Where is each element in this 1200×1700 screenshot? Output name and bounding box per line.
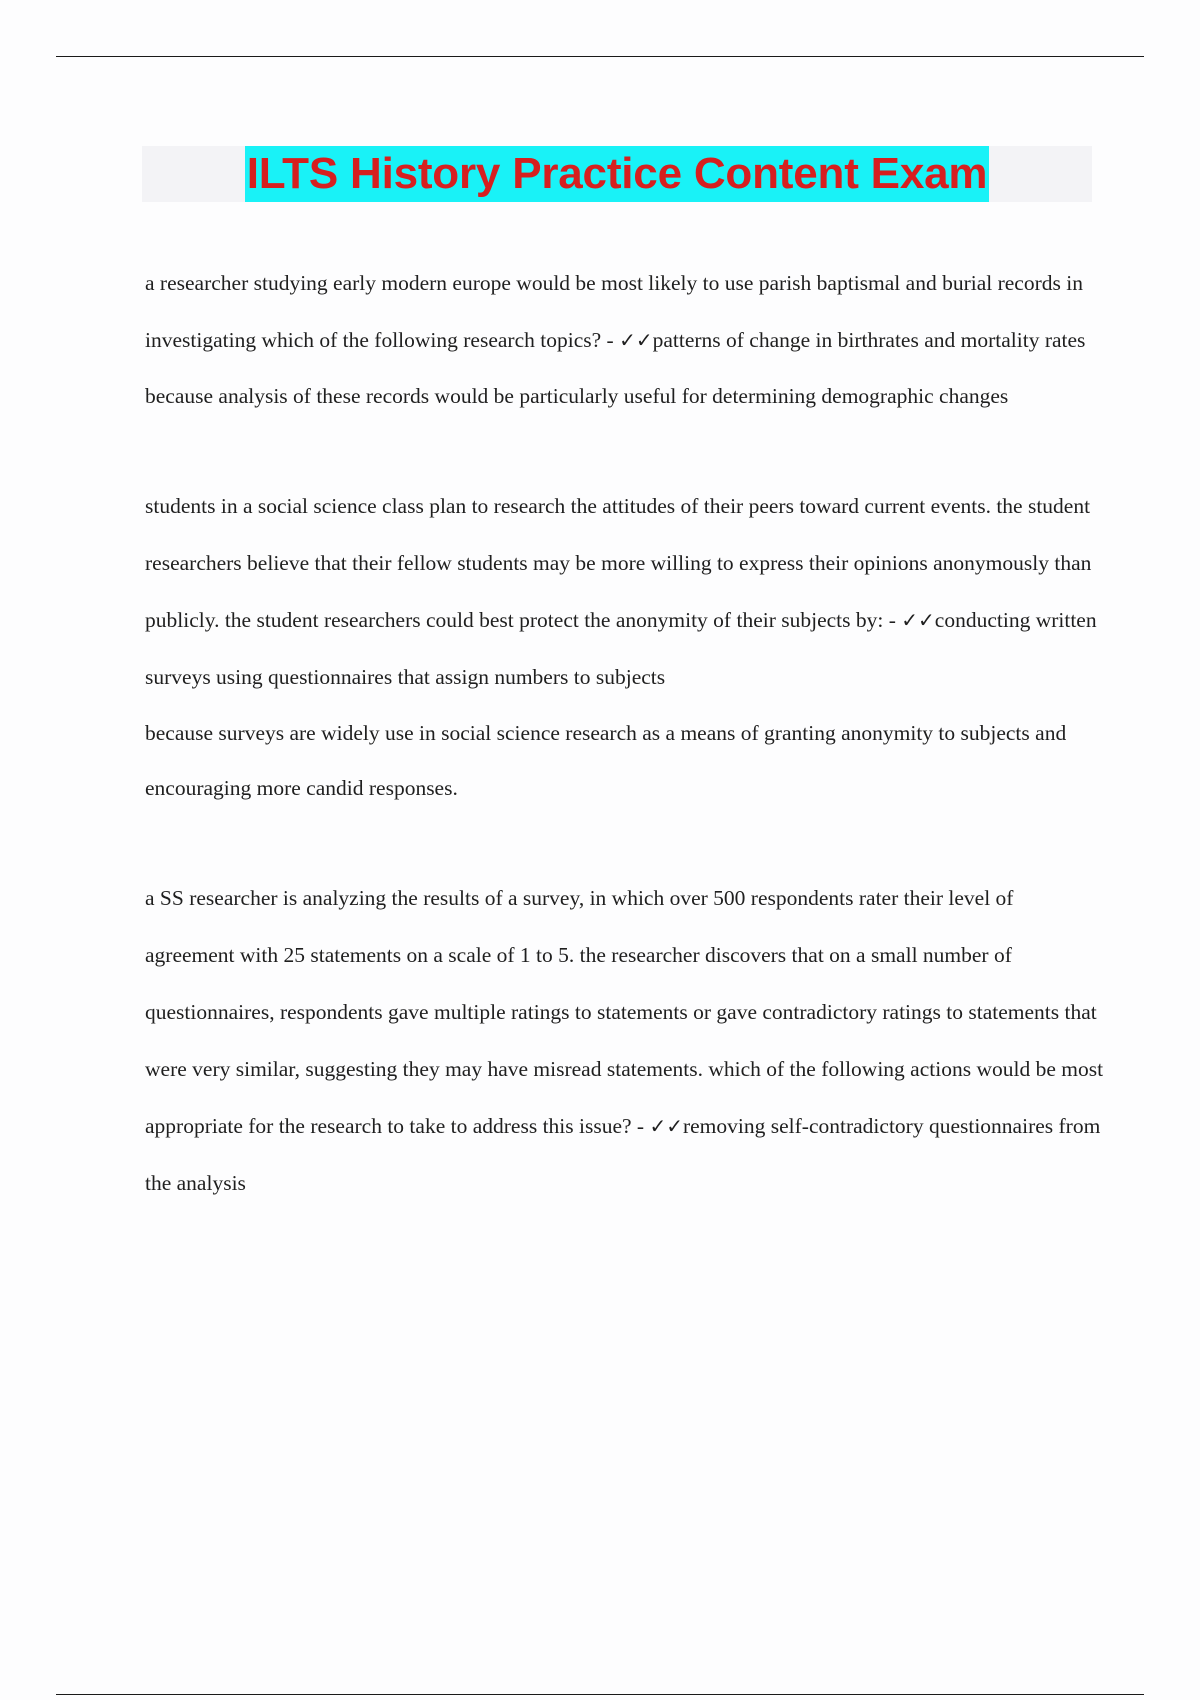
header-divider [56,56,1144,57]
answer-text: patterns of change in birthrates and mortality rates [652,328,1086,352]
double-check-icon: ✓✓ [649,1114,683,1138]
double-check-icon: ✓✓ [901,608,935,632]
qa-item [145,478,1105,816]
question-text: a researcher studying early modern europe would be most likely to use parish baptismal and burial records in investigating which of the following research topics? - ✓✓patterns of change in birthrates and mortality rates [145,271,1086,352]
qa-item [145,255,1105,424]
answer-text: removing self-contradictory questionnaires from the analysis [145,1114,1101,1195]
title-band [142,146,1092,202]
question-text: a SS researcher is analyzing the results of a survey, in which over 500 respondents rater their level of agreement with 25 statements on a scale of 1 to 5. the researcher discovers that on a small number of questionnaires, respondents gave multiple ratings to statements or gave contradictory ratings to statements that were very similar, suggesting they may have misread statements. which of the following actions would be most appropriate for the research to take to address this issue? - ✓✓removing self-contradictory questionnaires from the analysis [145,886,1104,1195]
qa-item [145,870,1105,1212]
document-body [145,255,1105,1212]
question-text: students in a social science class plan to research the attitudes of their peers toward current events. the student researchers believe that their fellow students may be more willing to express their opinions anonymously than publicly. the student researchers could best protect the anonymity of their subjects by: - ✓✓conducting written surveys using questionnaires that assign numbers to subjects [145,494,1097,689]
document-title: ILTS History Practice Content Exam [245,146,990,202]
explanation-text: because analysis of these records would be particularly useful for determining demographic changes [145,384,1009,408]
answer-text: conducting written surveys using questionnaires that assign numbers to subjects [145,608,1097,689]
double-check-icon: ✓✓ [619,328,653,352]
footer-divider [56,1694,1144,1695]
explanation-text: because surveys are widely use in social science research as a means of granting anonymity to subjects and encouraging more candid responses. [145,721,1067,800]
